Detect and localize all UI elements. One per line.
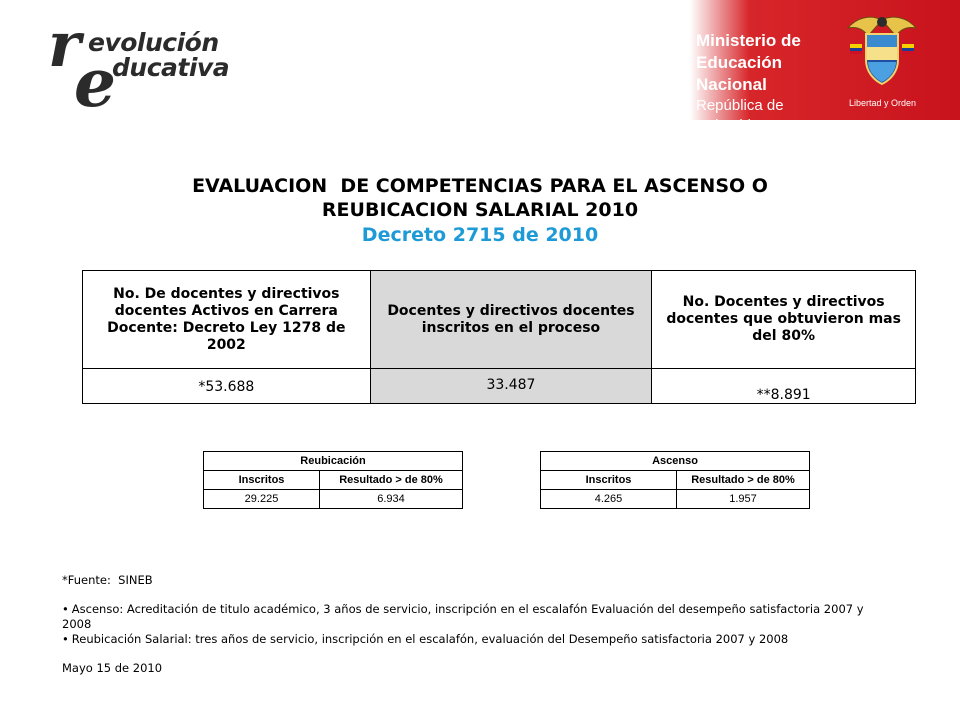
logo-line-2: ducativa <box>112 53 230 82</box>
header-active-teachers: No. De docentes y directivos docentes Activos en Carrera Docente: Decreto Ley 1278 de 2002 <box>83 271 371 369</box>
header-banner <box>0 0 960 134</box>
note-source: *Fuente: SINEB <box>62 573 153 587</box>
reubicacion-val-resultado: 6.934 <box>320 490 463 509</box>
header-registered-teachers: Docentes y directivos docentes inscritos en el proceso <box>370 271 652 369</box>
ascenso-title: Ascenso <box>541 452 810 471</box>
table-row <box>204 490 463 509</box>
title-line-2: REUBICACION SALARIAL 2010 <box>321 199 639 221</box>
reubicacion-title: Reubicación <box>204 452 463 471</box>
ascenso-val-inscritos: 4.265 <box>541 490 677 509</box>
table-row <box>541 471 810 490</box>
ascenso-table <box>540 451 810 509</box>
reubicacion-table <box>203 451 463 509</box>
page-title <box>140 174 820 222</box>
coat-of-arms-icon <box>842 10 922 90</box>
summary-value-row <box>83 369 916 404</box>
footnotes <box>62 573 892 676</box>
reubicacion-val-inscritos: 29.225 <box>204 490 320 509</box>
motto-text: Libertad y Orden <box>849 98 917 108</box>
ministry-line-3: República de Colombia <box>696 97 784 134</box>
note-ascenso: • Ascenso: Acreditación de titulo académico, 3 años de servicio, inscripción en el escalafón Evaluación del desempeño satisfactoria 2007 y 2008 <box>62 602 892 632</box>
value-active-teachers: *53.688 <box>83 369 371 404</box>
logo-initial-r: r <box>48 8 81 81</box>
ascenso-col-resultado: Resultado > de 80% <box>677 471 810 490</box>
note-date: Mayo 15 de 2010 <box>62 661 163 675</box>
logo-initial-e: e <box>74 44 116 122</box>
table-row <box>541 490 810 509</box>
value-registered-teachers: 33.487 <box>370 369 652 404</box>
summary-header-row <box>83 271 916 369</box>
revolucion-educativa-logo <box>48 8 248 122</box>
header-over-80-teachers: No. Docentes y directivos docentes que obtuvieron mas del 80% <box>652 271 916 369</box>
table-row <box>204 471 463 490</box>
ministry-line-2: Educación Nacional <box>696 53 782 94</box>
reubicacion-col-inscritos: Inscritos <box>204 471 320 490</box>
note-reubicacion: • Reubicación Salarial: tres años de servicio, inscripción en el escalafón, evaluación del Desempeño satisfactoria 2007 y 2008 <box>62 632 892 647</box>
page-subtitle: Decreto 2715 de 2010 <box>361 224 599 246</box>
table-row <box>541 452 810 471</box>
ascenso-col-inscritos: Inscritos <box>541 471 677 490</box>
table-row <box>204 452 463 471</box>
ascenso-val-resultado: 1.957 <box>677 490 810 509</box>
reubicacion-col-resultado: Resultado > de 80% <box>320 471 463 490</box>
title-line-1: EVALUACION DE COMPETENCIAS PARA EL ASCENSO O <box>192 175 768 197</box>
ministry-name <box>696 30 846 136</box>
logo-line-1: evolución <box>88 28 219 57</box>
summary-table <box>82 270 916 404</box>
value-over-80-teachers: **8.891 <box>652 369 916 404</box>
ministry-line-1: Ministerio de <box>696 31 801 50</box>
